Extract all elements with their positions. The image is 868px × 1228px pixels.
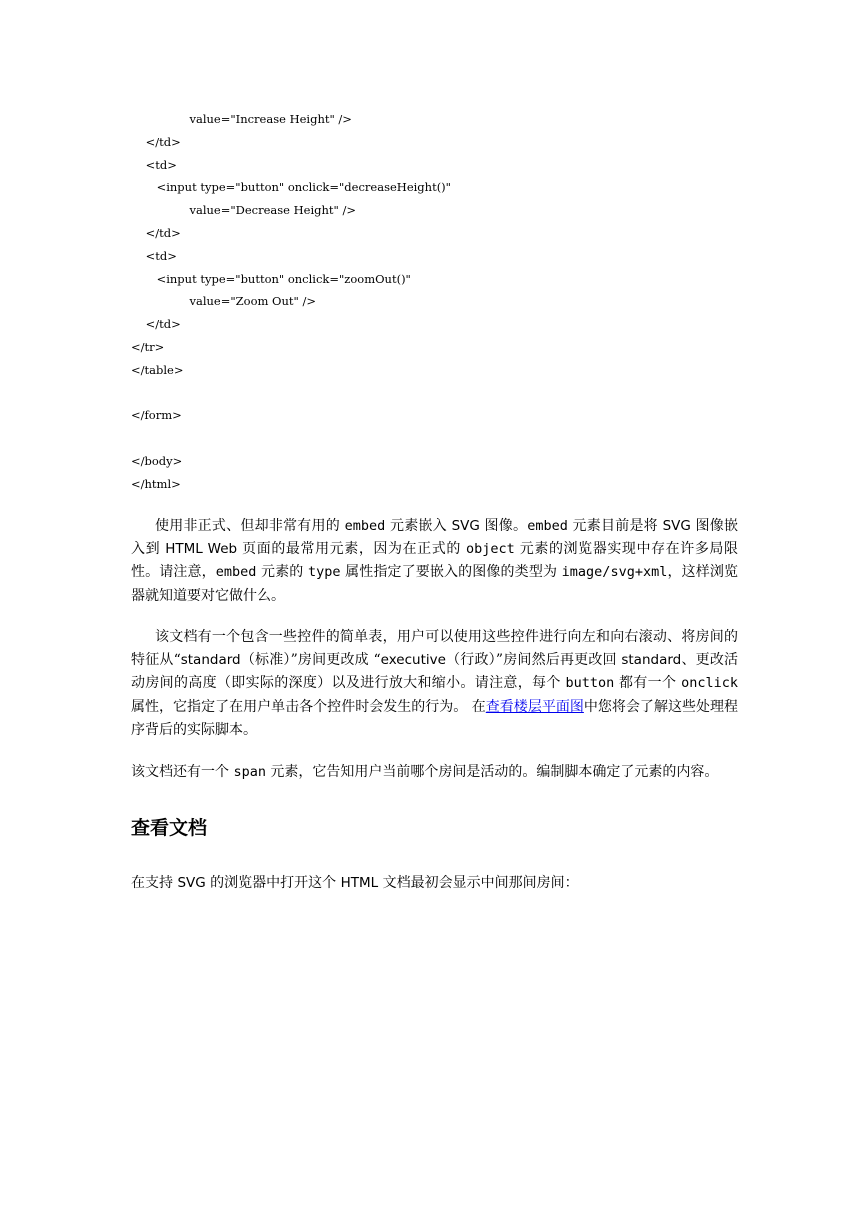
text-run: standard [180, 652, 241, 669]
code-line: <input type="button" onclick="decreaseHeight()" [131, 180, 451, 195]
text-run: 都有一个 [614, 675, 682, 692]
code-line: </td> [131, 317, 181, 332]
text-run: HTML Web [165, 541, 238, 558]
paragraph-controls-description [131, 626, 738, 742]
text-run: 在支持 [131, 875, 178, 891]
code-line: </tr> [131, 339, 165, 354]
text-run: 、更改活动房间的高度（即实际的深度）以及进行放大和缩小。请注意，每个 [131, 652, 739, 692]
text-run: SVG [662, 518, 691, 534]
text-run: 该文档还有一个 [131, 764, 234, 780]
code-line: </body> [131, 453, 183, 468]
code-line: value="Zoom Out" /> [131, 294, 316, 309]
text-run: （行政）”房间然后再更改回 [445, 652, 622, 669]
code-line: </html> [131, 476, 181, 491]
code-term: type [308, 564, 341, 581]
paragraph-view-description [131, 872, 738, 895]
code-line [131, 382, 751, 405]
text-run: executive [380, 652, 446, 669]
code-term: onclick [681, 675, 738, 692]
code-line: </td> [131, 225, 181, 240]
text-run: HTML [340, 875, 379, 891]
code-line: </table> [131, 362, 184, 377]
section-heading: 查看文档 [131, 817, 208, 839]
code-term: object [465, 541, 515, 558]
code-line: value="Increase Height" /> [131, 112, 352, 126]
text-run: 属性指定了要嵌入的图像的类型为 [340, 564, 562, 581]
code-line: </td> [131, 134, 181, 149]
code-line: </form> [131, 408, 182, 423]
code-term: span [233, 764, 266, 780]
text-run: SVG [177, 875, 206, 891]
text-run: 的浏览器中打开这个 [205, 875, 341, 891]
text-run: 元素目前是将 [567, 518, 663, 534]
code-term: embed [527, 518, 568, 534]
code-listing [131, 108, 751, 496]
code-term: embed [215, 564, 257, 581]
text-run: 文档最初会显示中间那间房间： [378, 875, 579, 891]
text-run: 属性，它指定了在用户单击各个控件时会发生的行为。 在 [131, 698, 486, 715]
code-line: <input type="button" onclick="zoomOut()" [131, 271, 411, 286]
text-run: 使用非正式、但却非常有用的 [155, 518, 345, 534]
text-run: 元素嵌入 [385, 518, 452, 534]
code-term: button [565, 675, 615, 692]
text-run: （标准）”房间更改成 “ [240, 652, 381, 669]
text-run: 页面的最常用元素，因为在正式的 [237, 541, 466, 558]
paragraph-span-description [131, 761, 738, 784]
paragraph-embed-description [131, 515, 738, 608]
code-line: <td> [131, 157, 177, 172]
text-run: 图像。 [479, 518, 528, 534]
code-term: embed [344, 518, 386, 534]
code-line: value="Decrease Height" /> [131, 203, 357, 218]
text-run: standard [621, 652, 682, 669]
text-run: ，这样浏览器就知道要对它做什么。 [131, 564, 739, 604]
code-line: <td> [131, 248, 177, 263]
text-run: SVG [451, 518, 480, 534]
text-run: 图像嵌入到 [131, 518, 738, 558]
floor-plan-link[interactable]: 查看楼层平面图 [485, 698, 584, 715]
text-run: 中您将会了解这些处理程序背后的实际脚本。 [131, 698, 739, 738]
text-run: 该文档有一个包含一些控件的简单表，用户可以使用这些控件进行向左和向右滚动、将房间的特征从“ [131, 629, 738, 669]
text-run: 元素的浏览器实现中存在许多局限性。请注意， [131, 541, 739, 581]
code-term: image/svg+xml [561, 564, 668, 581]
code-line [131, 427, 751, 450]
text-run: 元素的 [256, 564, 308, 581]
text-run: 元素，它告知用户当前哪个房间是活动的。编制脚本确定了元素的内容。 [265, 764, 719, 780]
